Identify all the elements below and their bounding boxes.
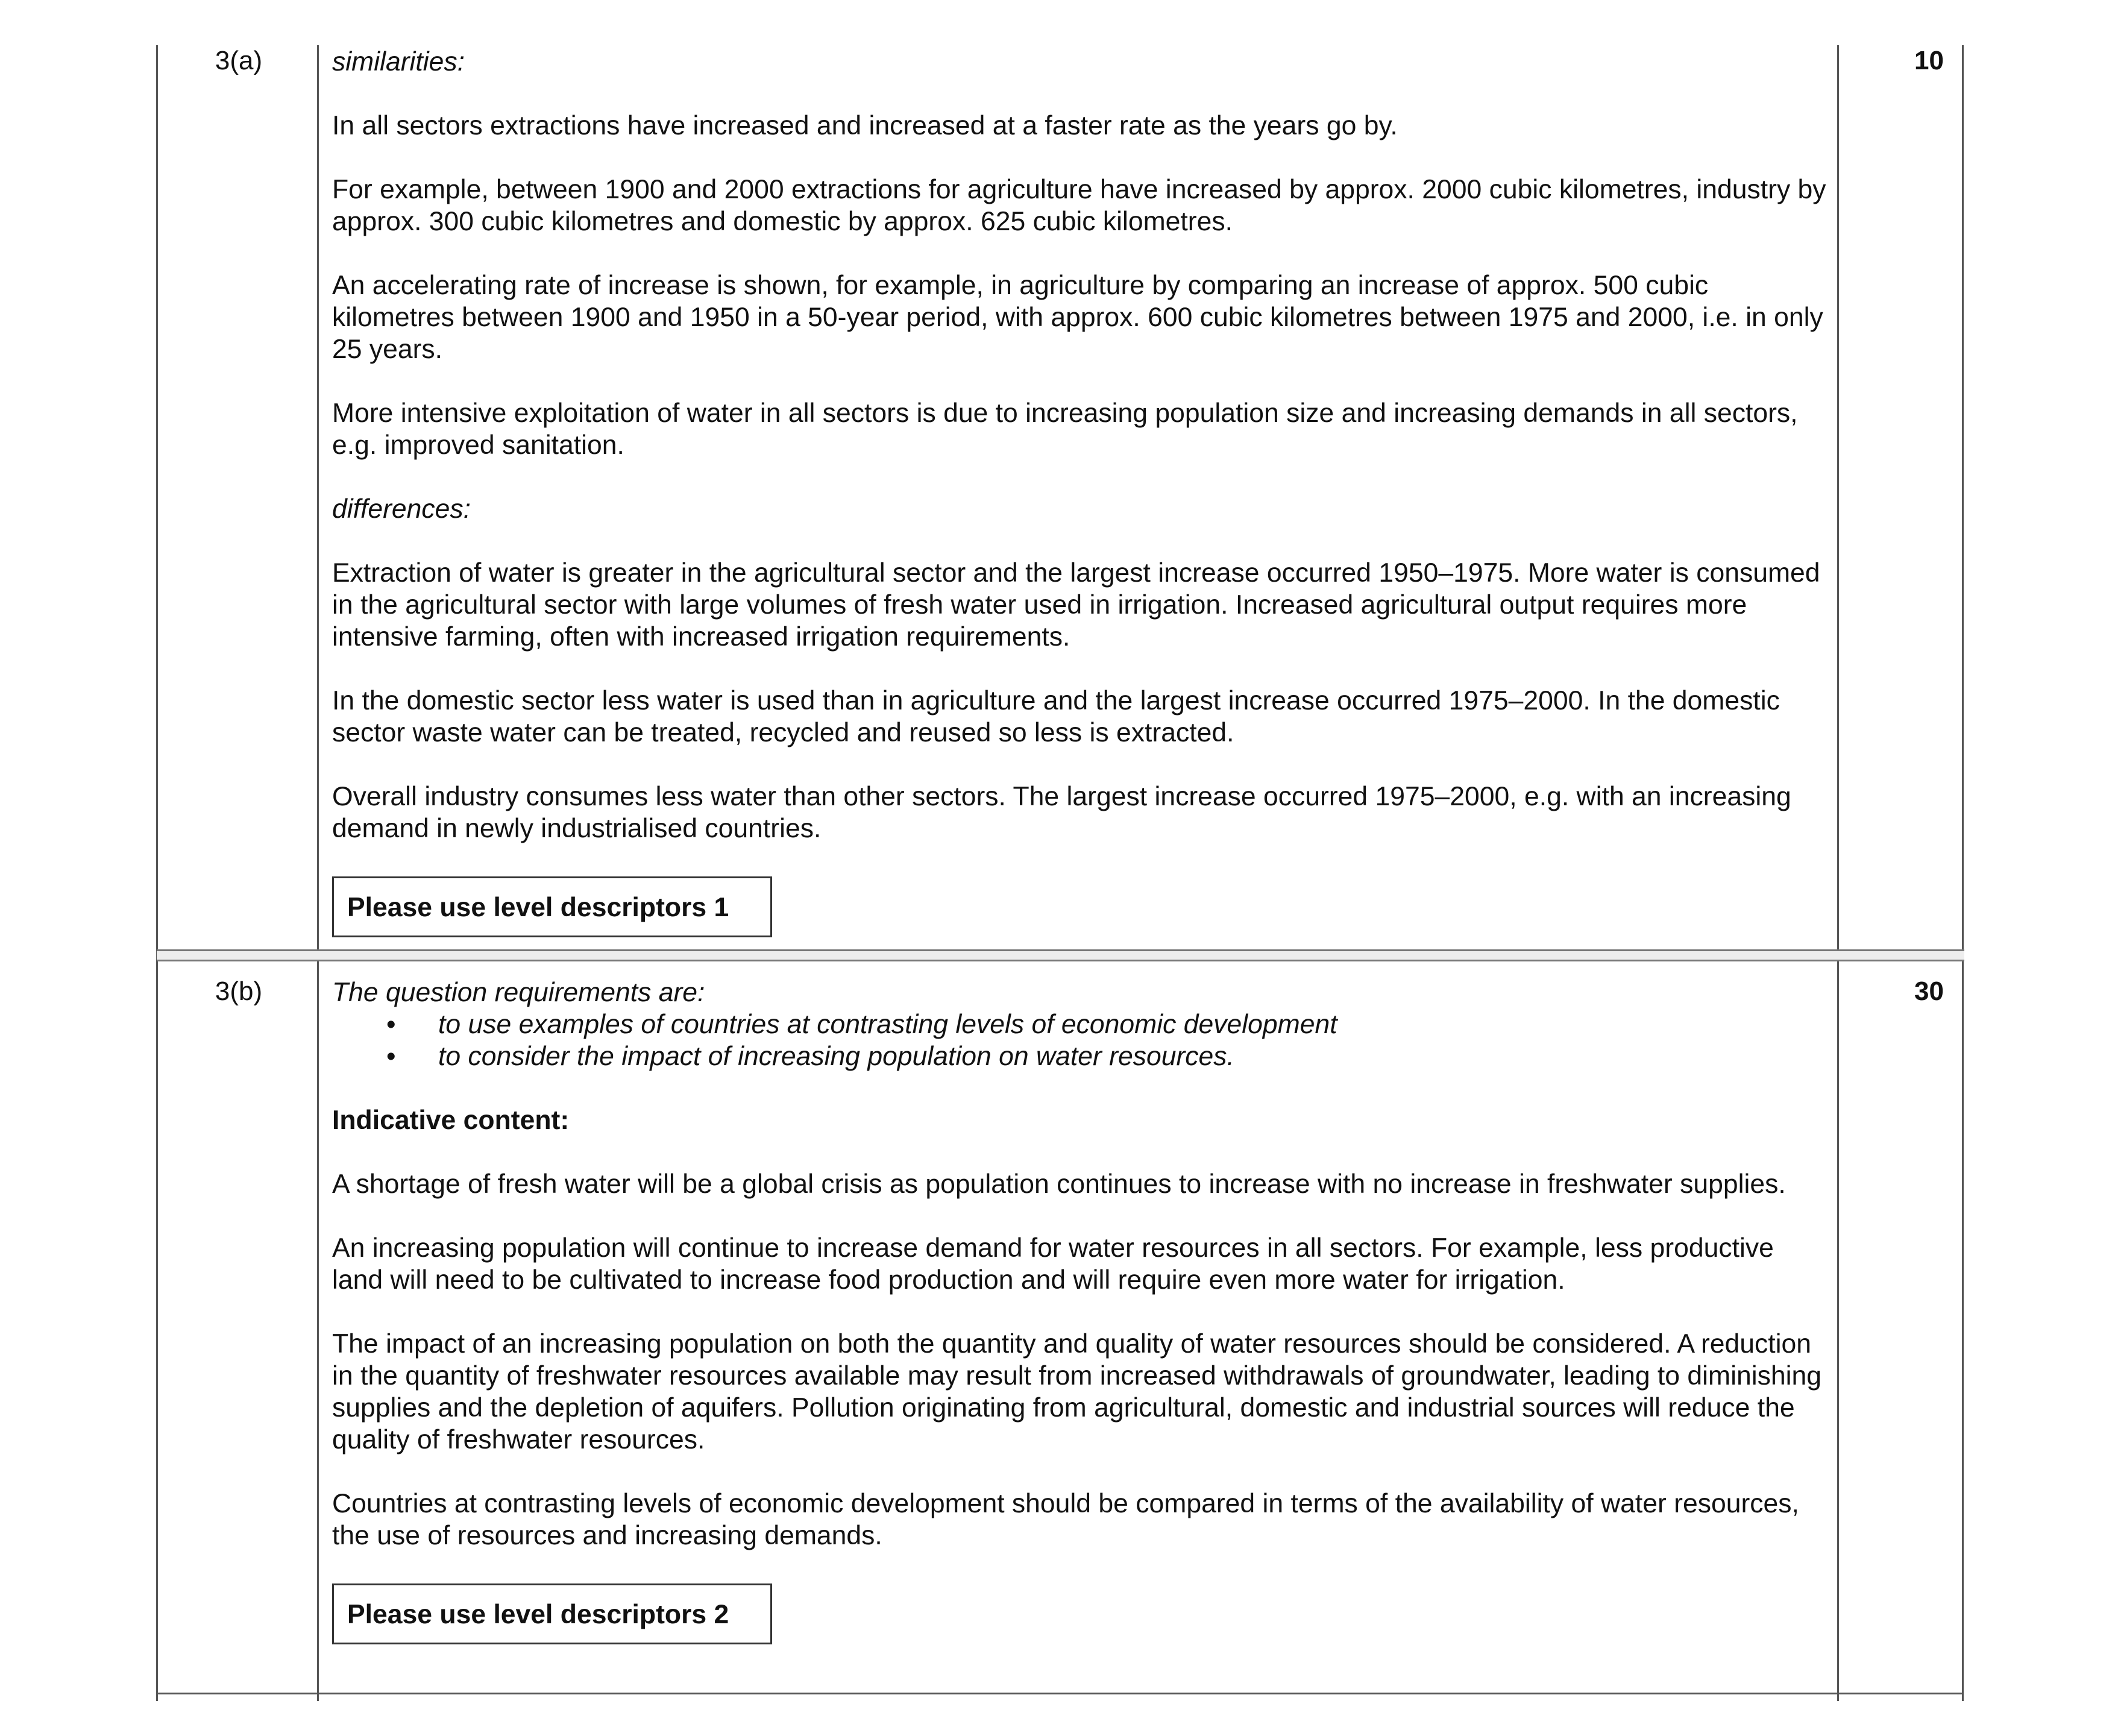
similarities-paragraph: An accelerating rate of increase is shown, for example, in agriculture by comparing an increase of approx. 500 cubic kilometres between 1900 and 1950 in a 50-year period, with approx. 600 cubic kilometres between 1975 and 2000, i.e. in only 25 years. (332, 271, 1823, 364)
table-border-bottom (156, 1693, 1964, 1694)
table-border-left (156, 45, 158, 1701)
similarities-paragraph: More intensive exploitation of water in all sectors is due to increasing population size and increasing demands in all sectors, e.g. improved sanitation. (332, 398, 1798, 460)
indicative-paragraph: A shortage of fresh water will be a global crisis as population continues to increase with no increase in freshwater supplies. (332, 1169, 1786, 1199)
indicative-paragraph: The impact of an increasing population on both the quantity and quality of water resources should be considered. A reduction in the quantity of freshwater resources available may result from increased withdrawals of groundwater, leading to diminishing supplies and the depletion of aquifers. Pollution originating from agricultural, domestic and industrial sources will reduce the quality of freshwater resources. (332, 1329, 1822, 1455)
answer-content-3a (332, 46, 1827, 937)
row-separator (157, 949, 1964, 961)
question-number-3b: 3(b) (215, 976, 263, 1006)
similarities-paragraph: In all sectors extractions have increased and increased at a faster rate as the years go by. (332, 111, 1398, 140)
indicative-paragraph: Countries at contrasting levels of economic development should be compared in terms of the availability of water resources, the use of resources and increasing demands. (332, 1489, 1799, 1550)
marks-3b: 30 (1914, 976, 1944, 1006)
differences-paragraph: Extraction of water is greater in the agricultural sector and the largest increase occurred 1950–1975. More water is consumed in the agricultural sector with large volumes of fresh water used in irrigation. Increased agricultural output requires more intensive farming, often with increased irrigation requirements. (332, 558, 1820, 652)
requirements-intro: The question requirements are: (332, 978, 705, 1007)
requirement-item (332, 1040, 1827, 1072)
bullet-icon: • (386, 1042, 396, 1071)
similarities-paragraph: For example, between 1900 and 2000 extractions for agriculture have increased by approx. 2000 cubic kilometres, industry by approx. 300 cubic kilometres and domestic by approx. 625 cubic kilometres. (332, 175, 1826, 236)
requirement-item (332, 1008, 1827, 1040)
marks-3a: 10 (1914, 46, 1944, 75)
table-border-right (1962, 45, 1964, 1701)
bullet-icon: • (386, 1010, 396, 1039)
column-divider-question (317, 45, 319, 1701)
differences-paragraph: In the domestic sector less water is used than in agriculture and the largest increase occurred 1975–2000. In the domestic sector waste water can be treated, recycled and reused so less is extracted. (332, 686, 1780, 747)
level-descriptors-box-1: Please use level descriptors 1 (332, 876, 772, 937)
requirement-text: to use examples of countries at contrasting levels of economic development (438, 1010, 1337, 1039)
requirements-list (332, 1008, 1827, 1072)
answer-content-3b (332, 976, 1827, 1644)
question-number-3a: 3(a) (215, 46, 263, 75)
level-descriptors-box-2: Please use level descriptors 2 (332, 1583, 772, 1644)
column-divider-marks (1837, 45, 1839, 1701)
indicative-content-heading: Indicative content: (332, 1105, 570, 1135)
indicative-paragraph: An increasing population will continue to increase demand for water resources in all sectors. For example, less productive land will need to be cultivated to increase food production and will require even more water for irrigation. (332, 1233, 1774, 1295)
similarities-heading: similarities: (332, 47, 465, 77)
differences-heading: differences: (332, 494, 471, 524)
differences-paragraph: Overall industry consumes less water than other sectors. The largest increase occurred 1975–2000, e.g. with an increasing demand in newly industrialised countries. (332, 782, 1791, 843)
requirement-text: to consider the impact of increasing population on water resources. (438, 1042, 1234, 1071)
